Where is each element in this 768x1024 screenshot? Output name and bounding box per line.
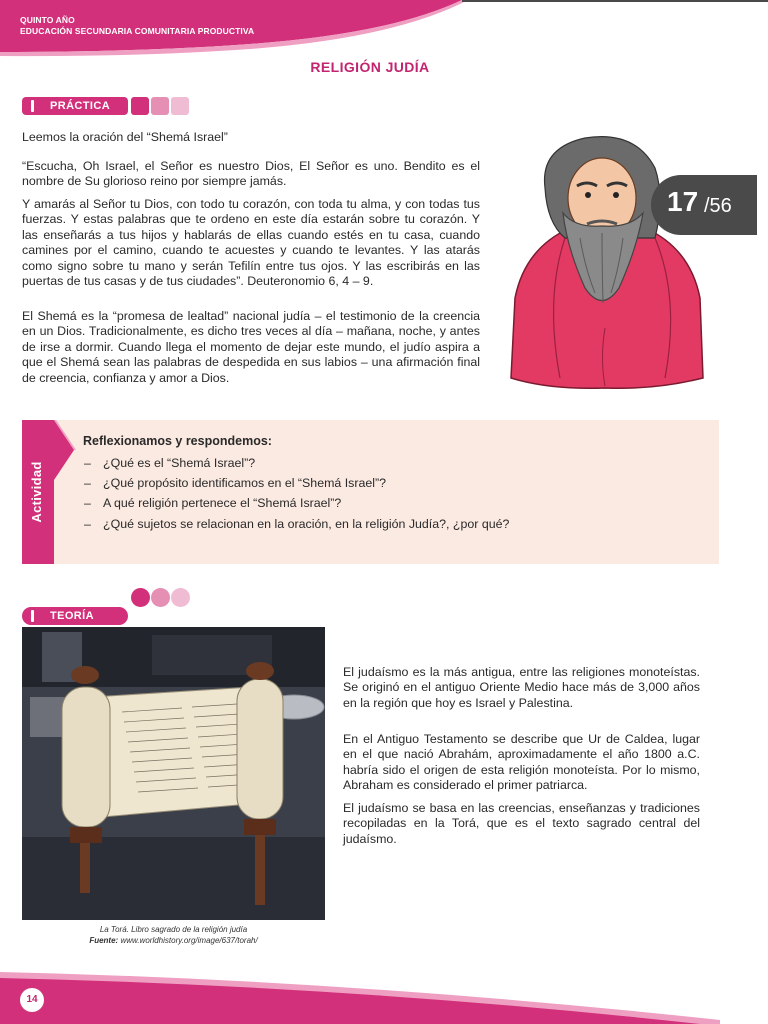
theory-section-text: TEORÍA [50, 610, 94, 622]
question-text: ¿Qué sujetos se relacionan en la oración, en la religión Judía?, ¿por qué? [103, 517, 510, 531]
list-dash: – [84, 456, 91, 470]
page-title: RELIGIÓN JUDÍA [310, 59, 430, 75]
question-text: A qué religión pertenece el “Shemá Israel”? [103, 496, 342, 510]
question-item [84, 496, 341, 510]
activity-title: Reflexionamos y respondemos: [83, 434, 272, 448]
shema-explanation: El Shemá es la “promesa de lealtad” nacional judía – el testimonio de la creencia en un Dios. Tradicionalmente, es dicho tres veces al día – mañana, noche, y antes de irse a dormir. Cuando llega el momento de dejar este mundo, el judío aspira a que el Shemá sean las palabras de despedida en sus labios – una afirmación final de creencia, confianza y amor a Dios. [22, 309, 480, 385]
pill-square-1 [131, 97, 149, 115]
question-item [84, 517, 509, 531]
activity-tab-label: Actividad [29, 461, 44, 523]
patriarch-illustration [505, 128, 705, 390]
pill-circle-2 [151, 588, 170, 607]
grade-label: QUINTO AÑO [20, 15, 75, 25]
question-item [84, 456, 255, 470]
footer-band [0, 962, 768, 1024]
quote-paragraph-2: Y amarás al Señor tu Dios, con todo tu corazón, con toda tu alma, y con todas tus fuerzas. Y estas palabras que te ordeno en este día estarán sobre tu corazón. Y las enseñarás a tus hijos y hablarás de ellas cuando estés en tu casa, cuando camines por el camino, cuando te acuestes y cuando te levantes. Y las atarás como signo sobre tu mano y serán Tefilín entre tus ojos. Y las escribirás en las puertas de tus casas y de tus ciudades”. Deuteronomio 6, 4 – 9. [22, 197, 480, 289]
pill-circle-3 [171, 588, 190, 607]
program-label: EDUCACIÓN SECUNDARIA COMUNITARIA PRODUCTIVA [20, 26, 255, 36]
practice-section-text: PRÁCTICA [50, 100, 111, 112]
practice-intro: Leemos la oración del “Shemá Israel” [22, 130, 228, 144]
page-counter-current: 17 [667, 186, 699, 217]
photo-source [22, 936, 325, 945]
page-counter-total: /56 [704, 195, 732, 217]
torah-photo [22, 627, 325, 920]
pill-square-3 [171, 97, 189, 115]
list-dash: – [84, 496, 91, 510]
quote-paragraph-1: “Escucha, Oh Israel, el Señor es nuestro Dios, El Señor es uno. Bendito es el nombre de Su glorioso reino por siempre jamás. [22, 159, 480, 189]
practice-section-label [22, 97, 128, 115]
theory-paragraph-1: El judaísmo es la más antigua, entre las religiones monoteístas. Se originó en el antiguo Oriente Medio hace más de 3,000 años en la región que hoy es Israel y Palestina. [343, 665, 700, 710]
question-text: ¿Qué propósito identificamos en el “Shemá Israel”? [103, 476, 387, 490]
question-item [84, 476, 386, 490]
theory-section-label [22, 607, 128, 625]
question-text: ¿Qué es el “Shemá Israel”? [103, 456, 256, 470]
page-counter-badge [651, 175, 757, 235]
page-number: 14 [20, 988, 44, 1012]
activity-tab-arrow [54, 420, 76, 564]
theory-paragraph-3: El judaísmo se basa en las creencias, enseñanzas y tradiciones recopiladas en la Torá, que es el texto sagrado central del judaísmo. [343, 801, 700, 846]
list-dash: – [84, 517, 91, 531]
list-dash: – [84, 476, 91, 490]
theory-paragraph-2: En el Antiguo Testamento se describe que Ur de Caldea, lugar en el que nació Abrahám, aproximadamente el año 1800 a.C. habría sido el origen de esta religión monoteísta. Por lo mismo, Abraham es considerado el primer patriarca. [343, 732, 700, 793]
pill-circle-1 [131, 588, 150, 607]
photo-source-url: www.worldhistory.org/image/637/torah/ [120, 936, 258, 945]
pill-square-2 [151, 97, 169, 115]
photo-caption: La Torá. Libro sagrado de la religión judía [99, 925, 248, 934]
photo-source-label: Fuente: [89, 936, 119, 945]
